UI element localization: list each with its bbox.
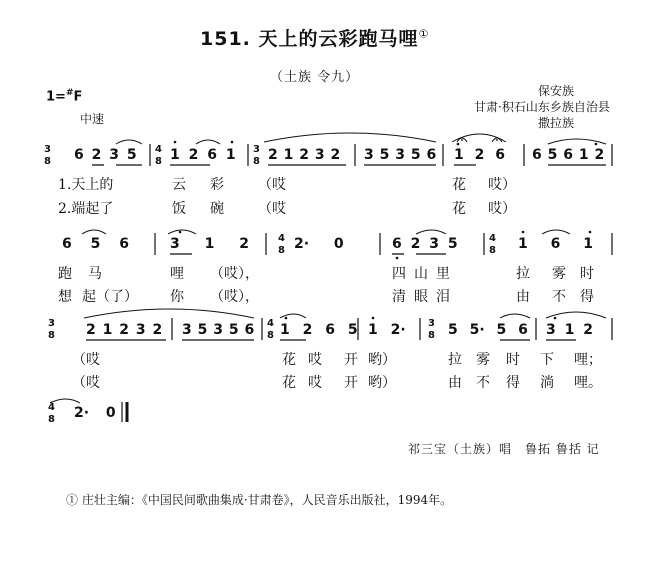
octave-dot — [396, 257, 399, 260]
slur — [264, 133, 436, 142]
lyric: 开 — [344, 352, 358, 368]
lyric: 眼 — [414, 289, 428, 305]
time-sig-den: 8 — [253, 156, 260, 167]
lyric: （哎 — [258, 201, 286, 217]
slur — [116, 140, 142, 144]
lyric: 2.端起了 — [58, 201, 114, 217]
lyric: 跑 — [58, 266, 72, 282]
octave-dot — [457, 143, 460, 146]
measure: 2· 0 — [74, 405, 116, 421]
key-accidental: # — [65, 88, 74, 98]
lyric: 拉 — [516, 266, 530, 282]
lyric: 花 — [452, 201, 466, 217]
lyric: 哩 — [170, 266, 184, 282]
footnote: ① 庄壮主编：《中国民间歌曲集成·甘肃卷》，人民音乐出版社，1994年。 — [66, 493, 453, 507]
measure: 1 2 6 5 — [280, 322, 358, 338]
lyric: 里 — [436, 266, 450, 282]
slur — [500, 314, 530, 318]
measure: 2· 0 — [294, 236, 344, 252]
octave-dot — [372, 317, 375, 320]
lyric: 碗 — [210, 201, 224, 217]
lyric: 得 — [506, 375, 520, 391]
lyric: 花 — [282, 375, 296, 391]
lyric: 起（了） — [82, 289, 138, 305]
lyric: （哎 — [258, 177, 286, 193]
tempo-marking: 中速 — [80, 112, 105, 126]
region-secondary: 撒拉族 — [538, 116, 575, 130]
octave-dot — [174, 141, 177, 144]
time-sig-den: 8 — [278, 245, 285, 256]
lyric: 哎） — [488, 201, 516, 217]
slur — [168, 230, 196, 234]
footnote-mark: ① — [418, 27, 430, 41]
time-sig-den: 8 — [489, 245, 496, 256]
ethnic-group: 保安族 — [538, 84, 575, 98]
measure: 6 5 6 1 2 — [532, 147, 605, 163]
lyric: 哎 — [308, 352, 322, 368]
time-sig-num: 4 — [267, 318, 274, 329]
lyric: 花 — [282, 352, 296, 368]
measure: 6 5 6 — [62, 236, 129, 252]
region: 甘肃·积石山东乡族自治县 — [474, 100, 610, 114]
lyric: 花 — [452, 177, 466, 193]
time-sig-den: 8 — [428, 330, 435, 341]
time-sig-num: 3 — [48, 318, 55, 329]
lyric: 彩 — [210, 177, 224, 193]
slur — [548, 139, 606, 144]
measure: 1 2 6 — [454, 147, 505, 163]
lyric: （哎）， — [210, 289, 259, 305]
slur — [50, 399, 80, 403]
octave-dot — [589, 231, 592, 234]
octave-dot — [179, 231, 182, 234]
lyric: 你 — [170, 289, 184, 305]
lyric: 不 — [476, 375, 490, 391]
octave-dot — [285, 317, 288, 320]
lyric: 1.天上的 — [58, 177, 114, 193]
measure: 3 1 2 — [546, 322, 593, 338]
time-sig-den: 8 — [48, 414, 55, 425]
lyric: 淌 — [540, 375, 554, 391]
time-sig-num: 4 — [155, 144, 162, 155]
measure: 2 1 2 3 2 — [268, 147, 341, 163]
time-sig-num: 4 — [278, 233, 285, 244]
lyric: 马 — [88, 266, 102, 282]
time-sig-num: 3 — [44, 144, 51, 155]
song-title-text: 151. 天上的云彩跑马哩 — [200, 28, 419, 50]
lyric: 哩。 — [574, 375, 602, 391]
octave-dot — [595, 143, 598, 146]
lyric: 不 — [552, 289, 566, 305]
measure: 1 2 6 1 — [170, 147, 236, 163]
lyric: 饭 — [172, 201, 186, 217]
lyric: 时 — [580, 266, 594, 282]
measure: 1 2· — [368, 322, 406, 338]
slur — [196, 140, 220, 144]
slur — [416, 230, 446, 234]
lyric: 由 — [516, 289, 530, 305]
time-sig-num: 4 — [48, 402, 55, 413]
measure: 3 5 3 5 6 — [182, 322, 255, 338]
lyric: （哎 — [72, 375, 100, 391]
lyric: 雾 — [552, 266, 566, 282]
lyric: 下 — [540, 352, 554, 368]
lyric: 开 — [344, 375, 358, 391]
measure: 6 2 3 5 — [392, 236, 458, 252]
measure: 6 2 3 5 — [74, 147, 137, 163]
lyric: 山 — [414, 266, 428, 282]
key-note: F — [73, 89, 83, 105]
time-sig-num: 3 — [253, 144, 260, 155]
slur — [542, 230, 570, 234]
lyric: 得 — [580, 289, 594, 305]
lyric: 哎） — [488, 177, 516, 193]
key-prefix: 1= — [46, 89, 66, 105]
lyric: 泪 — [436, 289, 450, 305]
lyric: 拉 — [448, 352, 462, 368]
octave-dot — [522, 231, 525, 234]
time-sig-num: 3 — [428, 318, 435, 329]
lyric: （哎 — [72, 352, 100, 368]
fermata-dot — [461, 139, 463, 141]
performer-credits: 祁三宝（土族）唱 鲁拓 鲁括 记 — [408, 442, 600, 456]
lyric: 雾 — [476, 352, 490, 368]
lyric: 想 — [58, 289, 72, 305]
octave-dot — [554, 317, 557, 320]
lyric: 哟） — [368, 352, 396, 368]
time-sig-den: 8 — [48, 330, 55, 341]
time-sig-den: 8 — [267, 330, 274, 341]
slur — [82, 230, 106, 234]
lyric: 哩； — [574, 352, 602, 368]
song-subtitle: （土族 令九） — [270, 70, 360, 85]
time-sig-num: 4 — [489, 233, 496, 244]
slur — [84, 309, 254, 318]
octave-dot — [231, 141, 234, 144]
lyric: 由 — [448, 375, 462, 391]
measure: 3 1 2 — [170, 236, 249, 252]
lyric: 云 — [172, 177, 186, 193]
lyric: 四 — [392, 266, 406, 282]
lyric: 时 — [506, 352, 520, 368]
measure: 2 1 2 3 2 — [86, 322, 163, 338]
measure: 3 5 3 5 6 — [364, 147, 437, 163]
lyric: 哎 — [308, 375, 322, 391]
time-sig-den: 8 — [44, 156, 51, 167]
slur — [280, 314, 306, 318]
time-sig-den: 8 — [155, 156, 162, 167]
measure: 5 5· 5 6 — [448, 322, 528, 338]
measure: 1 6 1 — [518, 236, 593, 252]
lyric: （哎）， — [210, 266, 259, 282]
lyric: 哟） — [368, 375, 396, 391]
fermata-dot — [496, 139, 498, 141]
lyric: 清 — [392, 289, 406, 305]
